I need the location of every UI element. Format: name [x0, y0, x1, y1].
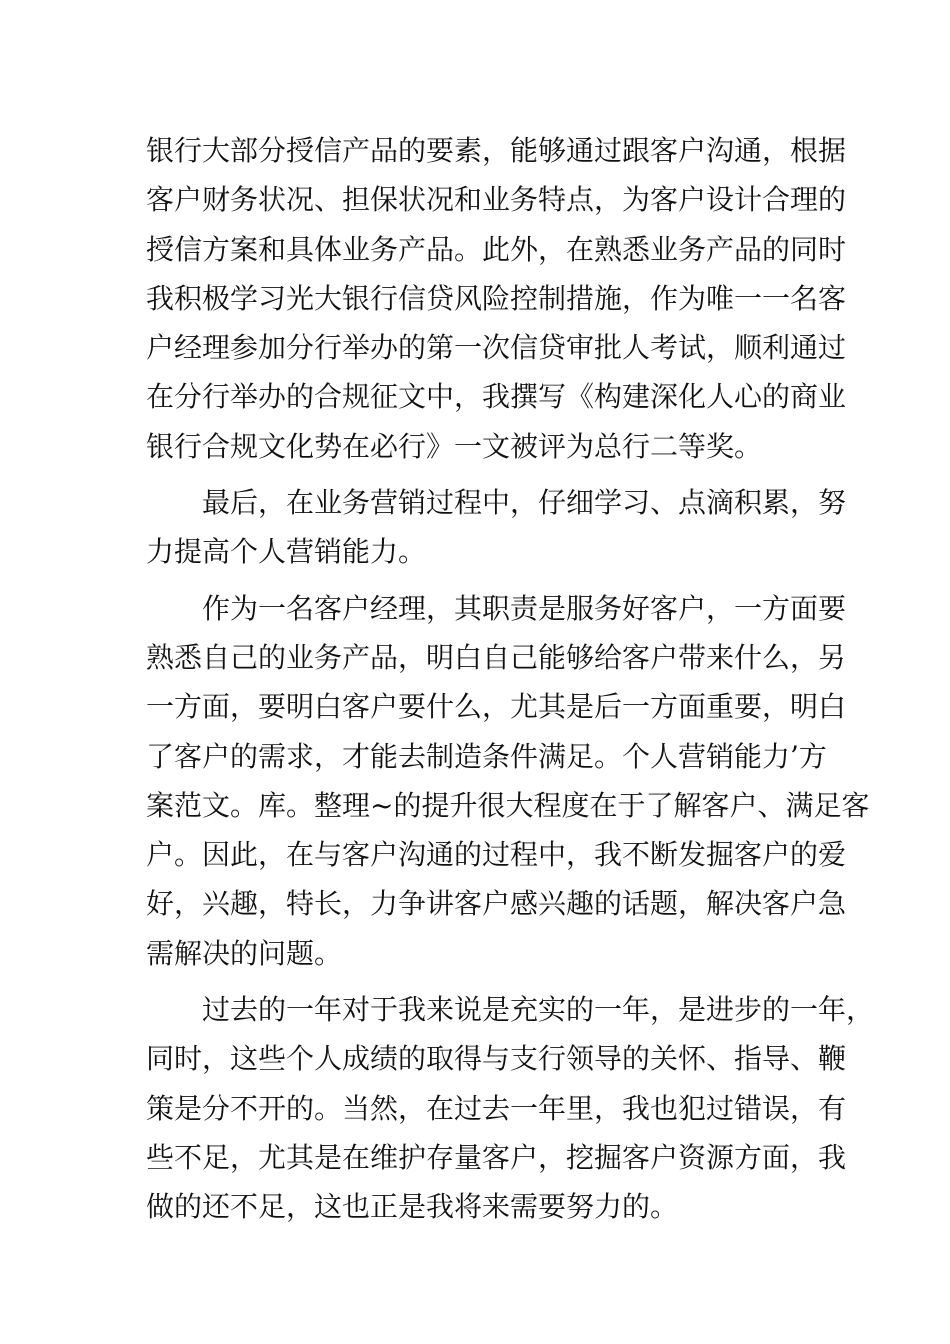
paragraph-4 — [146, 985, 875, 1231]
text-line: 授信方案和具体业务产品。此外，在熟悉业务产品的同时 — [146, 232, 847, 266]
text-line: 最后，在业务营销过程中，仔细学习、点滴积累，努 — [146, 486, 847, 520]
text-line: 作为一名客户经理，其职责是服务好客户，一方面要 — [146, 591, 847, 625]
text-line: 策是分不开的。当然，在过去一年里，我也犯过错误，有 — [146, 1091, 847, 1125]
text-line: 我积极学习光大银行信贷风险控制措施，作为唯一一名客 — [146, 281, 847, 315]
text-line: 做的还不足，这也正是我将来需要努力的。 — [146, 1190, 679, 1224]
text-line: 银行合规文化势在必行》一文被评为总行二等奖。 — [146, 429, 763, 463]
text-line: 同时，这些个人成绩的取得与支行领导的关怀、指导、鞭 — [146, 1042, 847, 1076]
paragraph-gap — [146, 978, 846, 985]
text-line: 在分行举办的合规征文中，我撰写《构建深化人心的商业 — [146, 380, 847, 414]
text-line: 熟悉自己的业务产品，明白自己能够给客户带来什么，另 — [146, 640, 847, 674]
text-line: 好，兴趣，特长，力争讲客户感兴趣的话题，解决客户急 — [146, 887, 847, 921]
text-line: 银行大部分授信产品的要素，能够通过跟客户沟通，根据 — [146, 134, 847, 167]
paragraph-2 — [146, 478, 846, 577]
paragraph-gap — [146, 577, 846, 584]
text-line: 客户财务状况、担保状况和业务特点，为客户设计合理的 — [146, 183, 847, 217]
text-line: 力提高个人营销能力。 — [146, 535, 427, 569]
paragraph-1 — [146, 126, 846, 471]
text-line: 了客户的需求，才能去制造条件满足。个人营销能力’方 — [146, 739, 827, 773]
text-line: 户经理参加分行举办的第一次信贷审批人考试，顺利通过 — [146, 331, 847, 365]
text-line: 需解决的问题。 — [146, 936, 343, 970]
text-line: 些不足，尤其是在维护存量客户，挖掘客户资源方面，我 — [146, 1140, 847, 1174]
text-line: 案范文。库。整理~的提升很大程度在于了解客户、满足客 — [146, 788, 870, 822]
document-body — [146, 126, 875, 1232]
paragraph-gap — [146, 471, 846, 478]
text-line: 过去的一年对于我来说是充实的一年，是进步的一年， — [146, 993, 875, 1027]
text-line: 户。因此，在与客户沟通的过程中，我不断发掘客户的爱 — [146, 838, 847, 872]
text-line: 一方面，要明白客户要什么，尤其是后一方面重要，明白 — [146, 690, 847, 724]
paragraph-3 — [146, 584, 870, 978]
